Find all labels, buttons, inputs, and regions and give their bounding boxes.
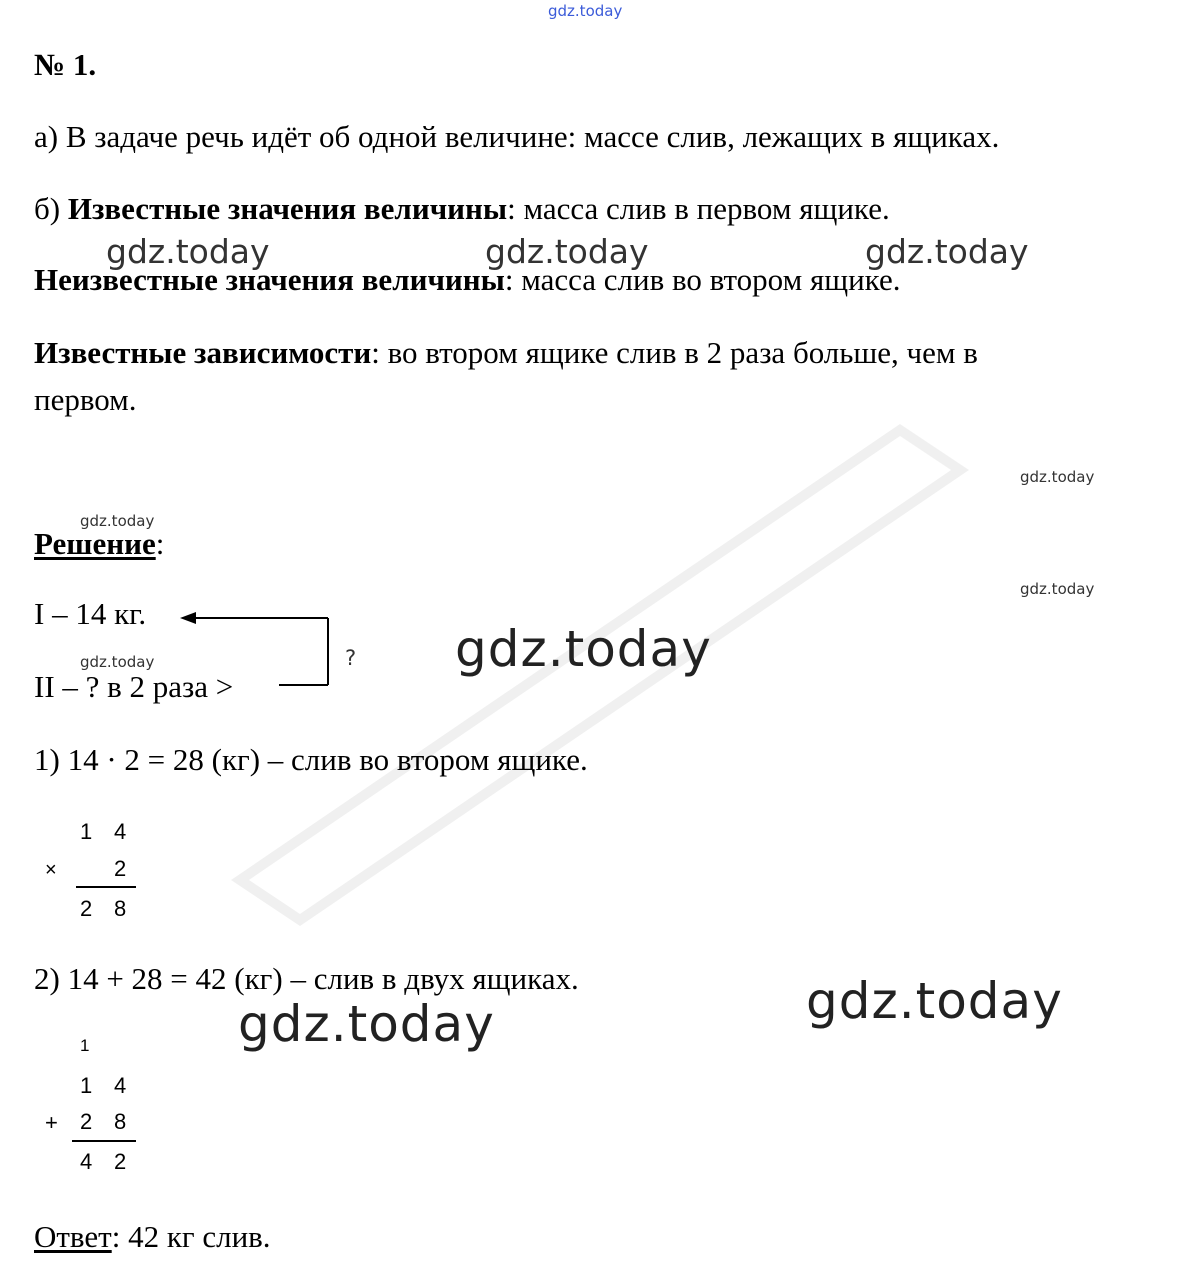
solution-heading: Решение:	[34, 526, 165, 561]
answer-line: Ответ: 42 кг слив.	[34, 1219, 271, 1254]
mult-a-digit1: 1	[80, 819, 93, 844]
part-a-text: а) В задаче речь идёт об одной величине: массе слив, лежащих в ящиках.	[34, 119, 1000, 154]
watermark-big-right: gdz.today	[806, 972, 1063, 1030]
mult-line	[76, 886, 136, 888]
task-number: № 1.	[34, 47, 97, 82]
watermark-big-left: gdz.today	[238, 995, 495, 1053]
watermark-small-left1: gdz.today	[80, 512, 155, 530]
known-values-label: Известные значения величины	[67, 191, 508, 226]
add-sign: +	[45, 1110, 58, 1135]
dependencies-line1: Известные зависимости: во втором ящике слив в 2 раза больше, чем в	[34, 335, 978, 370]
dependencies-line2: первом.	[34, 382, 137, 417]
add-a-digit2: 4	[114, 1073, 127, 1098]
unknown-values-line: Неизвестные значения величины: масса слив во втором ящике.	[34, 262, 901, 297]
add-result-digit2: 2	[114, 1149, 127, 1174]
record-row2: II – ? в 2 раза >	[34, 669, 234, 704]
mult-sign: ×	[45, 859, 57, 881]
watermark-small-left2: gdz.today	[80, 653, 155, 671]
add-a-digit1: 1	[80, 1073, 93, 1098]
watermark-top: gdz.today	[548, 2, 623, 20]
mult-b-digit: 2	[114, 856, 127, 881]
add-b-digit2: 8	[114, 1109, 127, 1134]
watermark-row1-c: gdz.today	[865, 232, 1029, 271]
mult-result-digit1: 2	[80, 896, 93, 921]
record-row1: I – 14 кг.	[34, 596, 147, 631]
dependencies-label: Известные зависимости	[34, 335, 372, 370]
watermark-small-right2: gdz.today	[1020, 580, 1095, 598]
known-values-line: б) Известные значения величины: масса слив в первом ящике.	[34, 191, 890, 226]
add-b-digit1: 2	[80, 1109, 93, 1134]
mult-a-digit2: 4	[114, 819, 127, 844]
watermark-row1-a: gdz.today	[106, 232, 270, 271]
watermark-row1-b: gdz.today	[485, 232, 649, 271]
add-line	[72, 1140, 136, 1142]
add-result-digit1: 4	[80, 1149, 93, 1174]
watermark-big-center: gdz.today	[455, 620, 712, 678]
step-2: 2) 14 + 28 = 42 (кг) – слив в двух ящиках.	[34, 961, 579, 996]
answer-label: Ответ	[34, 1219, 112, 1254]
watermark-small-right1: gdz.today	[1020, 468, 1095, 486]
unknown-values-label: Неизвестные значения величины	[34, 262, 505, 297]
bracket-arrow	[176, 606, 336, 696]
question-mark: ?	[345, 646, 357, 670]
step-1: 1) 14 · 2 = 28 (кг) – слив во втором ящике.	[34, 742, 588, 777]
mult-result-digit2: 8	[114, 896, 127, 921]
add-carry: 1	[80, 1036, 90, 1055]
